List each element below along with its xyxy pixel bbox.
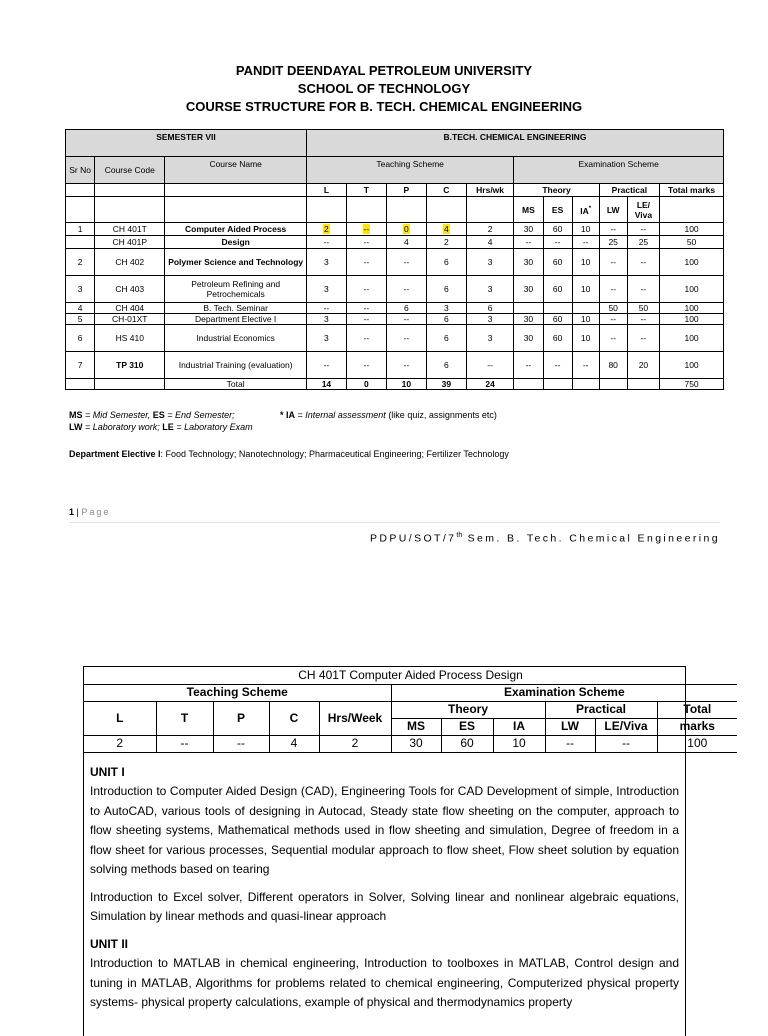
course-col-marks: marks xyxy=(657,718,737,735)
p-cell: -- xyxy=(386,352,426,379)
table-header-row xyxy=(66,157,724,184)
c-cell: 6 xyxy=(426,325,466,352)
c-cell: 3 xyxy=(426,303,466,314)
course-name-cell: Petroleum Refining and Petrochemicals xyxy=(165,276,307,303)
total-cell: 100 xyxy=(660,223,724,236)
es-cell: -- xyxy=(543,352,572,379)
l-cell: -- xyxy=(306,352,346,379)
unit-1-heading: UNIT I xyxy=(90,764,125,779)
course-col-l: L xyxy=(84,701,156,735)
theory-header: Theory xyxy=(514,184,599,197)
unit-2-heading: UNIT II xyxy=(90,936,128,951)
course-col-ms: MS xyxy=(391,718,441,735)
ms-cell: 30 xyxy=(514,249,543,276)
course-code-cell: CH 404 xyxy=(95,303,165,314)
sr-cell xyxy=(66,236,95,249)
hrs-cell: 3 xyxy=(466,276,514,303)
ia-cell: -- xyxy=(572,236,599,249)
document-header xyxy=(0,62,768,116)
lw-cell: -- xyxy=(599,314,627,325)
hrs-cell: 3 xyxy=(466,249,514,276)
col-name-header: Course Name xyxy=(165,157,307,184)
total-cell: 100 xyxy=(660,276,724,303)
sr-cell: 3 xyxy=(66,276,95,303)
table-row xyxy=(66,223,724,236)
table-row xyxy=(66,249,724,276)
ms-cell: 30 xyxy=(514,223,543,236)
page-footer: 1 | Page xyxy=(69,507,720,523)
course-col-ia: IA xyxy=(493,718,545,735)
c-cell: 4 xyxy=(426,223,466,236)
le-cell: -- xyxy=(627,276,659,303)
p-cell: -- xyxy=(386,325,426,352)
hrs-cell: 2 xyxy=(466,223,514,236)
course-val-lw: -- xyxy=(545,735,595,752)
col-c-header: C xyxy=(426,184,466,197)
es-cell: 60 xyxy=(543,249,572,276)
ia-cell: 10 xyxy=(572,325,599,352)
lw-cell: -- xyxy=(599,276,627,303)
course-col-t: T xyxy=(156,701,213,735)
le-cell: -- xyxy=(627,249,659,276)
sr-cell: 6 xyxy=(66,325,95,352)
table-header-row xyxy=(66,197,724,223)
t-cell: -- xyxy=(346,325,386,352)
le-cell: -- xyxy=(627,223,659,236)
p-cell: -- xyxy=(386,314,426,325)
course-code-cell: CH 403 xyxy=(95,276,165,303)
sr-cell: 4 xyxy=(66,303,95,314)
elective-note: Department Elective I: Food Technology; Nanotechnology; Pharmaceutical Engineering; Fertilizer Technology xyxy=(69,449,509,459)
course-title: CH 401T Computer Aided Process Design xyxy=(84,667,737,684)
course-code-cell: CH 401P xyxy=(95,236,165,249)
course-val-total: 100 xyxy=(657,735,737,752)
col-code-header: Course Code xyxy=(95,157,165,184)
ms-cell xyxy=(514,303,543,314)
course-structure-title: COURSE STRUCTURE FOR B. TECH. CHEMICAL ENGINEERING xyxy=(185,99,583,114)
p-cell: 0 xyxy=(386,223,426,236)
school-title: SCHOOL OF TECHNOLOGY xyxy=(297,81,471,96)
hrs-cell: 3 xyxy=(466,325,514,352)
exam-scheme-header: Examination Scheme xyxy=(514,157,724,184)
total-cell: 100 xyxy=(660,303,724,314)
c-cell: 6 xyxy=(426,314,466,325)
col-sr-header: Sr No xyxy=(66,157,95,184)
course-name-cell: Polymer Science and Technology xyxy=(165,249,307,276)
ms-cell: -- xyxy=(514,236,543,249)
ms-cell: 30 xyxy=(514,314,543,325)
total-label: Total xyxy=(165,379,307,390)
c-total: 39 xyxy=(426,379,466,390)
l-cell: -- xyxy=(306,303,346,314)
abbreviation-legend: MS = Mid Semester, ES = End Semester; LW = Laboratory work; LE = Laboratory Exam xyxy=(69,410,253,432)
l-cell: 3 xyxy=(306,276,346,303)
unit-1-paragraph: Introduction to Computer Aided Design (CAD), Engineering Tools for CAD Development of simple, Introduction to AutoCAD, various tools of designing in Autocad, Steady state flow sheeting on the computer, approach to flow sheeting systems, Mathematical methods used in flow sheeting and simulation, Degree of freedom in a flow sheet for various processes, Sequential modular approach to flow sheet, Flow sheet solution by equation solving methods based on tearing xyxy=(90,784,679,876)
total-marks-header: Total marks xyxy=(660,184,724,197)
col-hrs-header: Hrs/wk xyxy=(466,184,514,197)
course-col-le: LE/Viva xyxy=(595,718,657,735)
program-label: B.TECH. CHEMICAL ENGINEERING xyxy=(306,130,723,157)
table-row xyxy=(66,352,724,379)
university-title: PANDIT DEENDAYAL PETROLEUM UNIVERSITY xyxy=(235,63,533,78)
l-cell: 3 xyxy=(306,325,346,352)
course-val-t: -- xyxy=(156,735,213,752)
l-cell: 2 xyxy=(306,223,346,236)
t-cell: -- xyxy=(346,303,386,314)
l-total: 14 xyxy=(306,379,346,390)
course-val-ms: 30 xyxy=(391,735,441,752)
unit-2-paragraph: Introduction to MATLAB in chemical engineering, Introduction to toolboxes in MATLAB, Control design and tuning in MATLAB, Algorithms for problems related to chemical engineering, Computerized physical property systems- physical property calculations, example of physical and thermodynamics property xyxy=(90,956,679,1009)
course-teaching-scheme: Teaching Scheme xyxy=(84,684,391,701)
ia-cell xyxy=(572,303,599,314)
page-label: Page xyxy=(81,507,111,517)
le-cell: -- xyxy=(627,325,659,352)
col-ia-header: IA* xyxy=(572,197,599,223)
lw-cell: -- xyxy=(599,249,627,276)
course-name-cell: Industrial Training (evaluation) xyxy=(165,352,307,379)
col-lw-header: LW xyxy=(599,197,627,223)
es-cell: 60 xyxy=(543,223,572,236)
c-cell: 6 xyxy=(426,276,466,303)
marks-total: 750 xyxy=(660,379,724,390)
ia-cell: 10 xyxy=(572,314,599,325)
p-cell: -- xyxy=(386,249,426,276)
course-name-cell: Design xyxy=(165,236,307,249)
lw-cell: -- xyxy=(599,223,627,236)
ia-cell: -- xyxy=(572,352,599,379)
running-header: PDPU/SOT/7th Sem. B. Tech. Chemical Engineering xyxy=(369,532,720,545)
table-row xyxy=(66,314,724,325)
ia-cell: 10 xyxy=(572,249,599,276)
l-cell: -- xyxy=(306,236,346,249)
table-row xyxy=(66,236,724,249)
hrs-cell: 4 xyxy=(466,236,514,249)
course-col-hrs: Hrs/Week xyxy=(319,701,391,735)
t-cell: -- xyxy=(346,352,386,379)
ia-cell: 10 xyxy=(572,276,599,303)
unit-1-paragraph: Introduction to Excel solver, Different operators in Solver, Solving linear and nonlinear algebraic equations, Simulation by linear methods and quasi-linear approach xyxy=(90,889,679,923)
table-row xyxy=(66,303,724,314)
es-cell: -- xyxy=(543,236,572,249)
c-cell: 6 xyxy=(426,249,466,276)
p-cell: 6 xyxy=(386,303,426,314)
l-cell: 3 xyxy=(306,249,346,276)
hrs-cell: 3 xyxy=(466,314,514,325)
le-cell: 25 xyxy=(627,236,659,249)
p-total: 10 xyxy=(386,379,426,390)
es-cell: 60 xyxy=(543,276,572,303)
course-col-es: ES xyxy=(441,718,493,735)
lw-cell: -- xyxy=(599,325,627,352)
lw-cell: 50 xyxy=(599,303,627,314)
p-cell: 4 xyxy=(386,236,426,249)
ia-cell: 10 xyxy=(572,223,599,236)
course-code-cell: TP 310 xyxy=(95,352,165,379)
semester-label: SEMESTER VII xyxy=(66,130,307,157)
ia-legend: * IA = Internal assessment (like quiz, assignments etc) xyxy=(280,410,497,420)
total-cell: 50 xyxy=(660,236,724,249)
semester-table xyxy=(65,129,724,390)
course-val-ia: 10 xyxy=(493,735,545,752)
course-code-cell: HS 410 xyxy=(95,325,165,352)
sr-cell: 2 xyxy=(66,249,95,276)
course-theory: Theory xyxy=(391,701,545,718)
total-cell: 100 xyxy=(660,314,724,325)
hrs-total: 24 xyxy=(466,379,514,390)
hrs-cell: 6 xyxy=(466,303,514,314)
course-col-c: C xyxy=(269,701,319,735)
course-code-cell: CH 401T xyxy=(95,223,165,236)
course-name-cell: B. Tech. Seminar xyxy=(165,303,307,314)
lw-cell: 25 xyxy=(599,236,627,249)
course-val-p: -- xyxy=(213,735,269,752)
total-cell: 100 xyxy=(660,352,724,379)
le-cell: 20 xyxy=(627,352,659,379)
sr-cell: 7 xyxy=(66,352,95,379)
t-total: 0 xyxy=(346,379,386,390)
hrs-cell: -- xyxy=(466,352,514,379)
teaching-scheme-header: Teaching Scheme xyxy=(306,157,513,184)
col-le-header: LE/ Viva xyxy=(627,197,659,223)
course-name-cell: Department Elective I xyxy=(165,314,307,325)
t-cell: -- xyxy=(346,314,386,325)
col-l-header: L xyxy=(306,184,346,197)
t-cell: -- xyxy=(346,223,386,236)
t-cell: -- xyxy=(346,249,386,276)
es-cell: 60 xyxy=(543,314,572,325)
course-name-cell: Computer Aided Process xyxy=(165,223,307,236)
course-total: Total xyxy=(657,701,737,718)
total-cell: 100 xyxy=(660,249,724,276)
ms-cell: -- xyxy=(514,352,543,379)
t-cell: -- xyxy=(346,276,386,303)
course-name-cell: Industrial Economics xyxy=(165,325,307,352)
course-code-cell: CH-01XT xyxy=(95,314,165,325)
c-cell: 2 xyxy=(426,236,466,249)
ms-cell: 30 xyxy=(514,325,543,352)
course-col-p: P xyxy=(213,701,269,735)
col-p-header: P xyxy=(386,184,426,197)
table-row xyxy=(66,325,724,352)
t-cell: -- xyxy=(346,236,386,249)
col-t-header: T xyxy=(346,184,386,197)
es-cell xyxy=(543,303,572,314)
course-col-lw: LW xyxy=(545,718,595,735)
col-es-header: ES xyxy=(543,197,572,223)
table-row xyxy=(66,276,724,303)
course-detail-box xyxy=(83,666,715,1036)
course-val-l: 2 xyxy=(84,735,156,752)
le-cell: -- xyxy=(627,314,659,325)
l-cell: 3 xyxy=(306,314,346,325)
table-header-row xyxy=(66,184,724,197)
course-scheme-table xyxy=(84,667,737,753)
total-row xyxy=(66,379,724,390)
course-val-c: 4 xyxy=(269,735,319,752)
total-cell: 100 xyxy=(660,325,724,352)
es-cell: 60 xyxy=(543,325,572,352)
practical-header: Practical xyxy=(599,184,659,197)
ms-cell: 30 xyxy=(514,276,543,303)
course-val-hrs: 2 xyxy=(319,735,391,752)
table-header-row xyxy=(66,130,724,157)
syllabus-body xyxy=(84,753,685,1013)
le-cell: 50 xyxy=(627,303,659,314)
course-exam-scheme: Examination Scheme xyxy=(391,684,737,701)
course-val-es: 60 xyxy=(441,735,493,752)
course-practical: Practical xyxy=(545,701,657,718)
c-cell: 6 xyxy=(426,352,466,379)
col-ms-header: MS xyxy=(514,197,543,223)
lw-cell: 80 xyxy=(599,352,627,379)
course-val-le: -- xyxy=(595,735,657,752)
p-cell: -- xyxy=(386,276,426,303)
sr-cell: 1 xyxy=(66,223,95,236)
page-number: 1 xyxy=(69,507,75,517)
sr-cell: 5 xyxy=(66,314,95,325)
course-code-cell: CH 402 xyxy=(95,249,165,276)
